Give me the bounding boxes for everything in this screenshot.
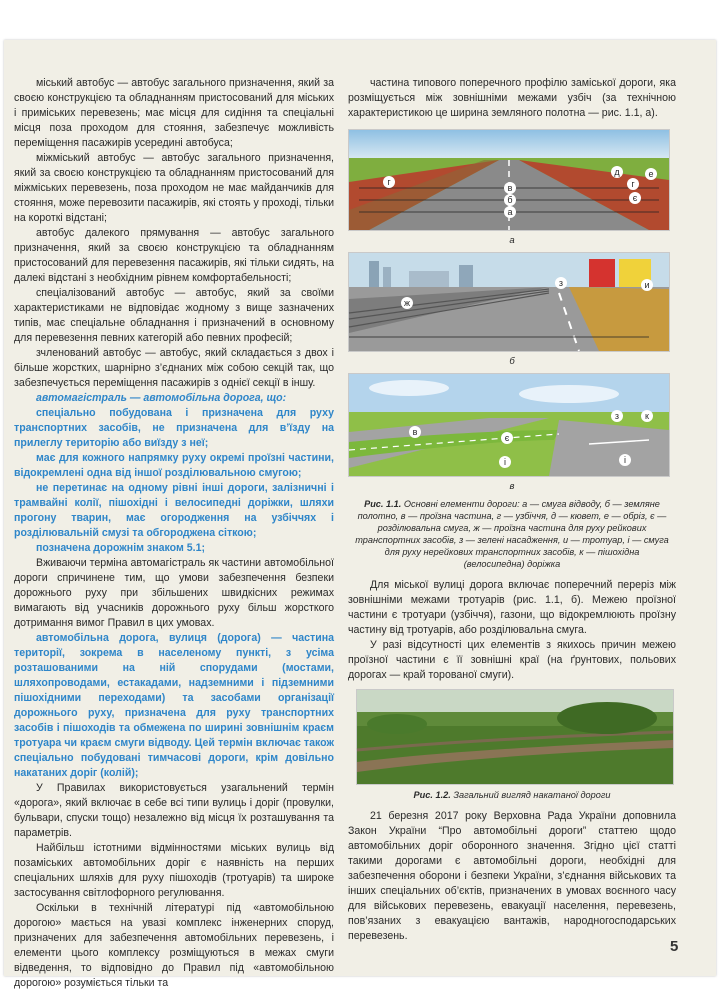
marker-i-right: і	[619, 454, 631, 466]
marker-g-left: г	[383, 176, 395, 188]
paragraph-long-distance-bus: автобус далекого прямування — автобус загального призначення, який за своєю конструкцією та обладнанням пристосований для перевезення пасажирів, які тільки сидять, на далекі відстані з необхідним рівнем комфортабельності;	[14, 227, 334, 284]
caption-1-1-lead: Рис. 1.1.	[364, 499, 402, 509]
figure-1-1-b	[348, 252, 670, 352]
marker-k: к	[641, 410, 653, 422]
paragraph-city-bus: міський автобус — автобус загального призначення, який за своєю конструкцією та обладнанням пристосований для міських і приміських перевезень; має місця для сидіння та спеціальні місця поза проходом для стояння, забезпечує можливість переміщення пасажирів усередині автобуса;	[14, 77, 334, 149]
motorway-criterion-1: спеціально побудована і призначена для руху транспортних засобів, не призначена для в’їзду на прилеглу територію або виїзду з неї;	[14, 407, 334, 449]
figure-a-label: а	[509, 235, 515, 246]
textbook-page	[4, 40, 716, 989]
paragraph-city-street-road: Для міської вулиці дорога включає поперечний переріз між зовнішніми межами тротуарів (рис. 1.1, б). Межею проїзної частини є тротуари (узбіччя), газони, що відокремлюють проїзну частину від тротуарів, або розділювальна смуга.	[348, 579, 676, 636]
paragraph-special-bus: спеціалізований автобус — автобус, який за своїми характеристиками не відповідає жодному з вище зазначених типів, має спеціальне обладнання і призначений в основному для перевезення певних категорій або певних професій;	[14, 287, 334, 344]
marker-z: з	[611, 410, 623, 422]
paragraph-cross-profile: частина типового поперечного профілю заміської дороги, яка розміщується між зовнішніми межами узбіч (за технічною характеристикою це ширина земляного полотна — рис. 1.1, а).	[348, 77, 676, 119]
paragraph-motorway-usage: Вживаючи терміна автомагістраль як частини автомобільної дороги спричинене тим, що умови забезпечення безпеки дорожнього руху при збільшених швидкісних режимах вимагають від учасників дорожнього руху більш жорсткого дотримання вимог Правил в цих умовах.	[14, 557, 334, 629]
caption-1-2-lead: Рис. 1.2.	[413, 790, 451, 800]
marker-v: в	[409, 426, 421, 438]
figure-1-1-caption	[354, 498, 670, 570]
left-column	[14, 76, 334, 991]
motorway-criterion-4: позначена дорожнім знаком 5.1;	[36, 542, 206, 554]
paragraph-city-streets: Найбільш істотними відмінностями міських вулиць від позаміських автомобільних доріг є наявність на перших спеціальних шляхів для руху пішоходів (тротуарів) та широке застосування світлофорного регулювання.	[14, 842, 334, 899]
figure-b-label: б	[509, 356, 515, 367]
paragraph-road-edge: У разі відсутності цих елементів з якихось причин межею проїзної частини є її зовнішні краї (на ґрунтових, польових дорогах — край торованої смуги).	[348, 639, 676, 681]
paragraph-articulated-bus: зчленований автобус — автобус, який складається з двох і більше жорстких, шарнірно з’єднаних між собою секцій так, що забезпечується переміщення пасажирів з однієї секції в іншу.	[14, 347, 334, 389]
paragraph-technical-literature: Оскільки в технічній літературі під «автомобільною дорогою» мається на увазі комплекс інженерних споруд, призначених для забезпечення автомобільних перевезень, і елементи цього комплексу розміщуються в межах смуги відведення, то відповідно до Правил під «автомобільною дорогою» розуміється тільки та	[14, 902, 334, 989]
motorway-criterion-3: не перетинає на одному рівні інші дороги, залізничні і трамвайні колії, пішохідні і велосипедні доріжки, шляхи прогону тварин, має огородження на узбіччях і розділювальній смузі та обгороджена сіткою;	[14, 482, 334, 539]
figure-1-2	[356, 689, 674, 785]
figure-1-2-caption	[354, 789, 670, 801]
marker-e: е	[645, 168, 657, 180]
term-road: автомобільна дорога, вулиця (дорога) — частина території, зокрема в населеному пункті, з усіма розташованими на ній спорудами (мостами, шляхопроводами, естакадами, надземними і підземними пішохідними переходами) та засобами організації дорожнього руху, призначена для руху транспортних засобів і пішоходів та обмежена по ширині зовнішнім краєм тротуара чи краєм смуги відводу. Цей термін включає також спеціально побудовані тимчасові дороги, крім довільно накатаних доріг (колій);	[14, 632, 334, 779]
term-motorway: автомагістраль — автомобільна дорога, що:	[36, 392, 287, 404]
marker-ye: є	[501, 432, 513, 444]
marker-g-right: г	[627, 178, 639, 190]
figure-c-label: в	[509, 481, 515, 492]
marker-a: а	[504, 206, 516, 218]
marker-d: д	[611, 166, 623, 178]
figure-1-1-a	[348, 129, 670, 231]
marker-ye: є	[629, 192, 641, 204]
marker-z: з	[555, 277, 567, 289]
marker-v: в	[504, 182, 516, 194]
page-number: 5	[670, 938, 679, 955]
figure-1-1-c	[348, 373, 670, 477]
paragraph-defense-roads: 21 березня 2017 року Верховна Рада України доповнила Закон України “Про автомобільні дороги” статтею щодо автомобільних доріг оборонного значення. Згідно цієї статті такими дорогами є автомобільні дороги, необхідні для забезпечення оборони і безпеки України, з’єднання військових та інших спеціальних об’єктів, призначених в умовах воєнного часу для військових перевезень, евакуації населення, перевезень, пов’язаних з евакуацією вантажів, народногосподарських перевезень.	[348, 810, 676, 942]
caption-1-2-text: Загальний вигляд накатаної дороги	[453, 790, 611, 800]
paragraph-generalized-road: У Правилах використовується узагальнений термін «дорога», який включає в себе всі типи вулиць і доріг (провулки, бульвари, спуски тощо) незалежно від місця їх розташування та параметрів.	[14, 782, 334, 839]
motorway-criterion-2: має для кожного напрямку руху окремі проїзні частини, відокремлені одна від іншої розділювальною смугою;	[14, 452, 334, 479]
right-column	[348, 76, 676, 944]
marker-y: и	[641, 279, 653, 291]
marker-b: б	[504, 194, 516, 206]
marker-zh: ж	[401, 297, 413, 309]
caption-1-1-text: Основні елементи дороги: а — смуга відводу, б — земляне полотно, в — проїзна частина, г — узбіччя, д — кювет, е — обріз, є — розділювальна смуга, ж — проїзна частина для руху рейкових транспортних засобів, з — зелені насадження, и — тротуар, і — смуга для руху нерейкових транспортних засобів, к — пішохідна (велосипедна) доріжка	[355, 499, 669, 569]
marker-i-left: і	[499, 456, 511, 468]
paragraph-intercity-bus: міжміський автобус — автобус загального призначення, який за своєю конструкцією та обладнанням пристосований для міжміських перевезень, поза проходом не має майданчиків для стояння, може перевозити пасажирів, які стоять у проході, тільки на короткі відстані;	[14, 152, 334, 224]
